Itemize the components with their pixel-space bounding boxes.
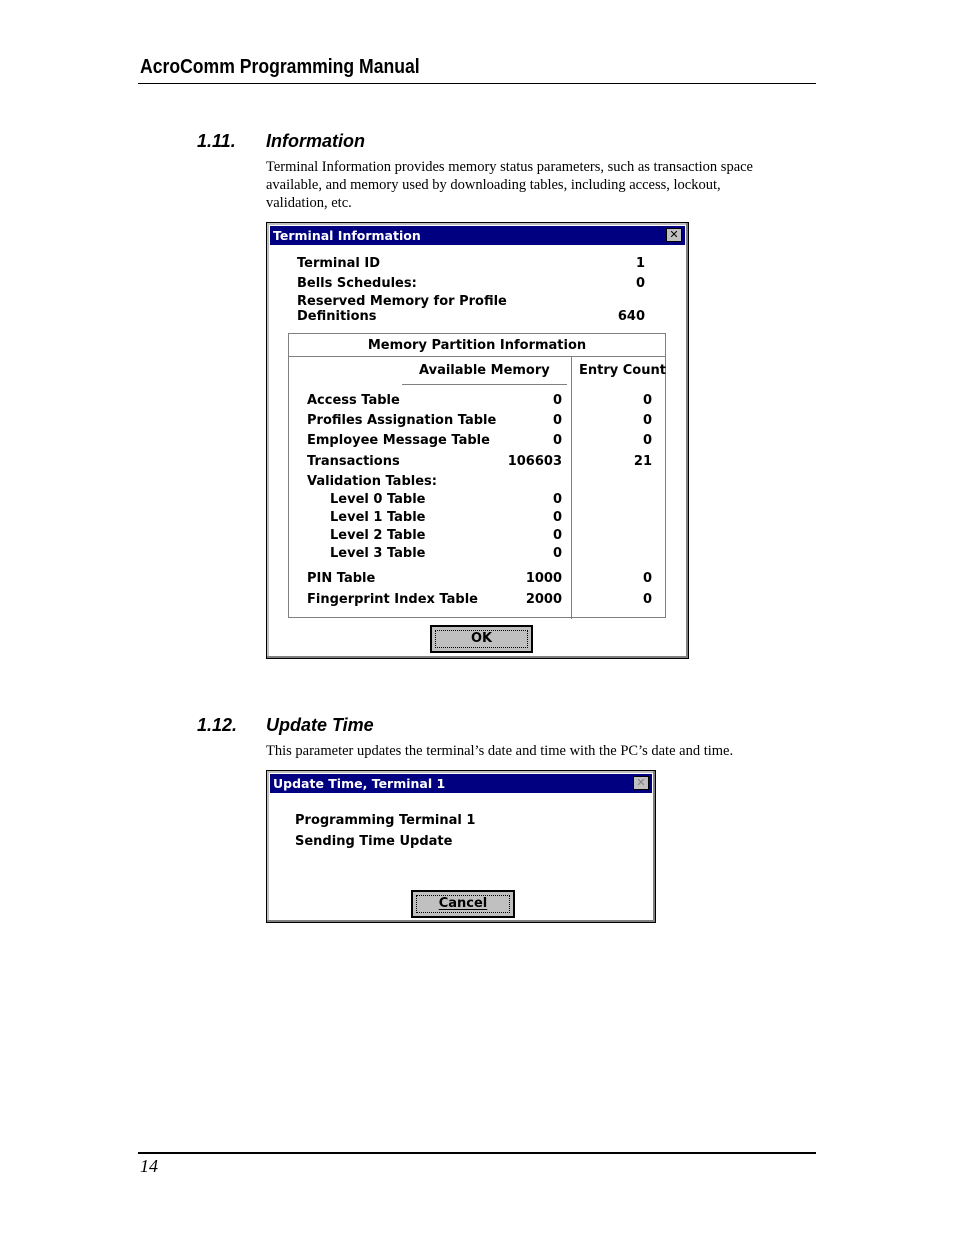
row-available: 1000 [525,571,562,586]
ok-button[interactable] [430,625,533,653]
row-available: 0 [552,528,562,543]
summary-label: Bells Schedules: [297,276,417,291]
summary-value: 640 [617,309,645,324]
row-entry: 0 [642,413,652,428]
page-number: 14 [140,1156,158,1176]
row-available: 0 [552,413,562,428]
status-line: Sending Time Update [295,834,453,849]
cancel-button-label: Cancel [438,896,488,911]
summary-label: Terminal ID [297,256,381,271]
row-label: Level 1 Table [330,510,426,525]
paragraph-line: Terminal Information provides memory status parameters, such as transaction space [266,159,753,175]
row-label: Validation Tables: [307,474,437,489]
divider [402,384,567,385]
section-number: 1.11. [197,131,236,151]
section-number: 1.12. [197,715,238,735]
row-label: Level 0 Table [330,492,426,507]
summary-value: 1 [635,256,645,271]
row-entry: 21 [633,454,652,469]
row-entry: 0 [642,433,652,448]
summary-label: Reserved Memory for Profile [297,294,507,309]
memory-partition-frame [288,333,666,618]
section-title: Update Time [266,715,374,735]
row-label: Profiles Assignation Table [307,413,497,428]
row-label: PIN Table [307,571,376,586]
row-available: 0 [552,393,562,408]
column-divider [571,357,572,619]
column-header-available: Available Memory [419,363,550,378]
paragraph: This parameter updates the terminal’s date and time with the PC’s date and time. [266,743,734,759]
row-label: Fingerprint Index Table [307,592,478,607]
ok-button-label: OK [470,631,493,646]
row-available: 106603 [507,454,562,469]
footer-rule [138,1152,816,1154]
column-header-entry: Entry Count [579,363,666,378]
cancel-button[interactable] [411,890,515,918]
running-header: AcroComm Programming Manual [140,56,420,78]
header-rule [138,83,816,84]
dialog-title: Update Time, Terminal 1 [273,776,446,791]
section-title: Information [266,131,365,151]
close-icon[interactable]: ✕ [633,776,649,790]
row-label: Access Table [307,393,400,408]
divider [289,356,665,357]
row-label: Level 2 Table [330,528,426,543]
paragraph-line: available, and memory used by downloading tables, including access, lockout, [266,177,721,193]
dialog-title-bar [270,226,685,245]
row-entry: 0 [642,571,652,586]
row-available: 0 [552,492,562,507]
row-available: 0 [552,546,562,561]
update-time-dialog [266,770,656,923]
row-label: Transactions [307,454,400,469]
summary-value: 0 [635,276,645,291]
row-label: Employee Message Table [307,433,490,448]
summary-label: Definitions [297,309,377,324]
dialog-title: Terminal Information [273,228,421,243]
dialog-title-bar [270,774,652,793]
row-available: 0 [552,510,562,525]
row-available: 2000 [525,592,562,607]
terminal-information-dialog [266,222,689,659]
row-available: 0 [552,433,562,448]
partition-title: Memory Partition Information [367,338,587,353]
status-line: Programming Terminal 1 [295,813,476,828]
paragraph-line: validation, etc. [266,195,352,211]
row-label: Level 3 Table [330,546,426,561]
close-icon[interactable]: ✕ [666,228,682,242]
row-entry: 0 [642,393,652,408]
row-entry: 0 [642,592,652,607]
